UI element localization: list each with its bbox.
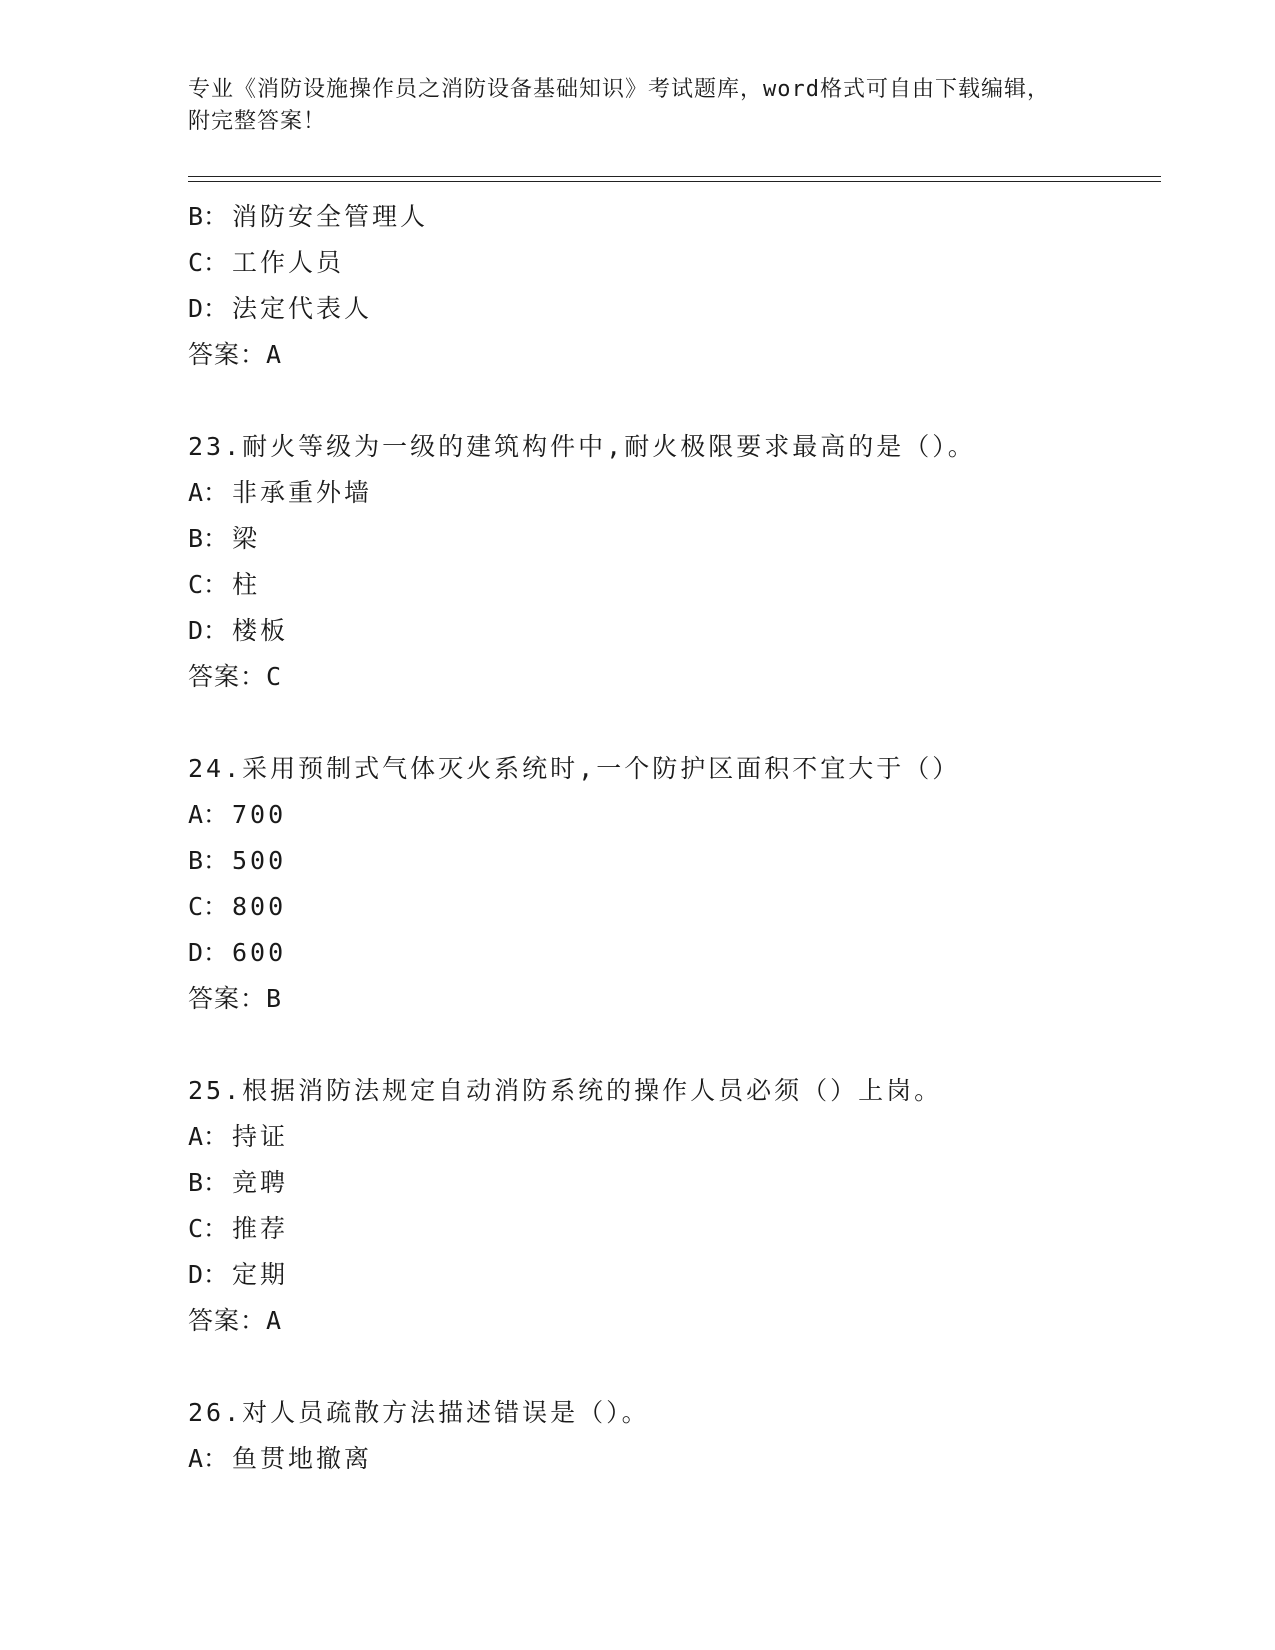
- option-text: 法定代表人: [232, 294, 373, 323]
- option-c: [188, 1206, 1161, 1252]
- option-label: C：: [188, 570, 229, 599]
- spacer: [188, 378, 1161, 424]
- answer-value: A: [266, 340, 283, 369]
- option-b: [188, 838, 1161, 884]
- question-22-continued: [188, 194, 1161, 378]
- answer-value: A: [266, 1306, 283, 1335]
- option-text: 700: [232, 800, 287, 829]
- option-b: [188, 1160, 1161, 1206]
- option-text: 竞聘: [232, 1168, 289, 1197]
- question-stem: 24.采用预制式气体灭火系统时,一个防护区面积不宜大于（）: [188, 754, 961, 783]
- option-text: 消防安全管理人: [232, 202, 429, 231]
- question-content: [188, 194, 1161, 1482]
- option-label: D：: [188, 616, 229, 645]
- option-d: [188, 1252, 1161, 1298]
- option-text: 柱: [232, 570, 261, 599]
- option-text: 楼板: [232, 616, 289, 645]
- option-label: D：: [188, 938, 229, 967]
- option-text: 鱼贯地撤离: [232, 1444, 373, 1473]
- option-text: 非承重外墙: [232, 478, 373, 507]
- question-stem: 25.根据消防法规定自动消防系统的操作人员必须（）上岗。: [188, 1076, 943, 1105]
- option-label: A：: [188, 1122, 229, 1151]
- option-label: C：: [188, 892, 229, 921]
- answer-line: [188, 976, 1161, 1022]
- option-label: D：: [188, 1260, 229, 1289]
- option-text: 持证: [232, 1122, 289, 1151]
- answer-line: [188, 654, 1161, 700]
- option-a: [188, 470, 1161, 516]
- option-label: B：: [188, 524, 229, 553]
- option-text: 工作人员: [232, 248, 345, 277]
- option-d: [188, 930, 1161, 976]
- question-23: [188, 424, 1161, 700]
- answer-line: [188, 1298, 1161, 1344]
- option-a: [188, 1114, 1161, 1160]
- answer-label: 答案：: [188, 662, 267, 691]
- header-intro-text: 专业《消防设施操作员之消防设备基础知识》考试题库，word格式可自由下载编辑，附完整答案！: [188, 77, 1050, 134]
- option-text: 500: [232, 846, 287, 875]
- option-label: C：: [188, 248, 229, 277]
- question-stem: 23.耐火等级为一级的建筑构件中,耐火极限要求最高的是（）。: [188, 432, 976, 461]
- option-text: 定期: [232, 1260, 289, 1289]
- question-stem: 26.对人员疏散方法描述错误是（）。: [188, 1398, 650, 1427]
- option-b: [188, 194, 1161, 240]
- answer-label: 答案：: [188, 340, 267, 369]
- question-24: [188, 746, 1161, 1022]
- option-c: [188, 240, 1161, 286]
- option-b: [188, 516, 1161, 562]
- answer-value: C: [266, 662, 283, 691]
- question-25: [188, 1068, 1161, 1344]
- option-label: A：: [188, 1444, 229, 1473]
- option-d: [188, 608, 1161, 654]
- option-label: B：: [188, 202, 229, 231]
- option-label: B：: [188, 1168, 229, 1197]
- spacer: [188, 1022, 1161, 1068]
- option-a: [188, 792, 1161, 838]
- option-label: A：: [188, 800, 229, 829]
- option-c: [188, 562, 1161, 608]
- question-26: [188, 1390, 1161, 1482]
- option-label: D：: [188, 294, 229, 323]
- option-label: A：: [188, 478, 229, 507]
- option-label: B：: [188, 846, 229, 875]
- option-a: [188, 1436, 1161, 1482]
- answer-line: [188, 332, 1161, 378]
- option-d: [188, 286, 1161, 332]
- option-text: 600: [232, 938, 287, 967]
- option-text: 推荐: [232, 1214, 289, 1243]
- answer-value: B: [266, 984, 283, 1013]
- document-header: [188, 74, 1068, 138]
- option-label: C：: [188, 1214, 229, 1243]
- answer-label: 答案：: [188, 1306, 267, 1335]
- option-c: [188, 884, 1161, 930]
- spacer: [188, 700, 1161, 746]
- option-text: 800: [232, 892, 287, 921]
- answer-label: 答案：: [188, 984, 267, 1013]
- option-text: 梁: [232, 524, 261, 553]
- header-rule-bottom: [188, 181, 1161, 182]
- spacer: [188, 1344, 1161, 1390]
- header-rule-top: [188, 176, 1161, 177]
